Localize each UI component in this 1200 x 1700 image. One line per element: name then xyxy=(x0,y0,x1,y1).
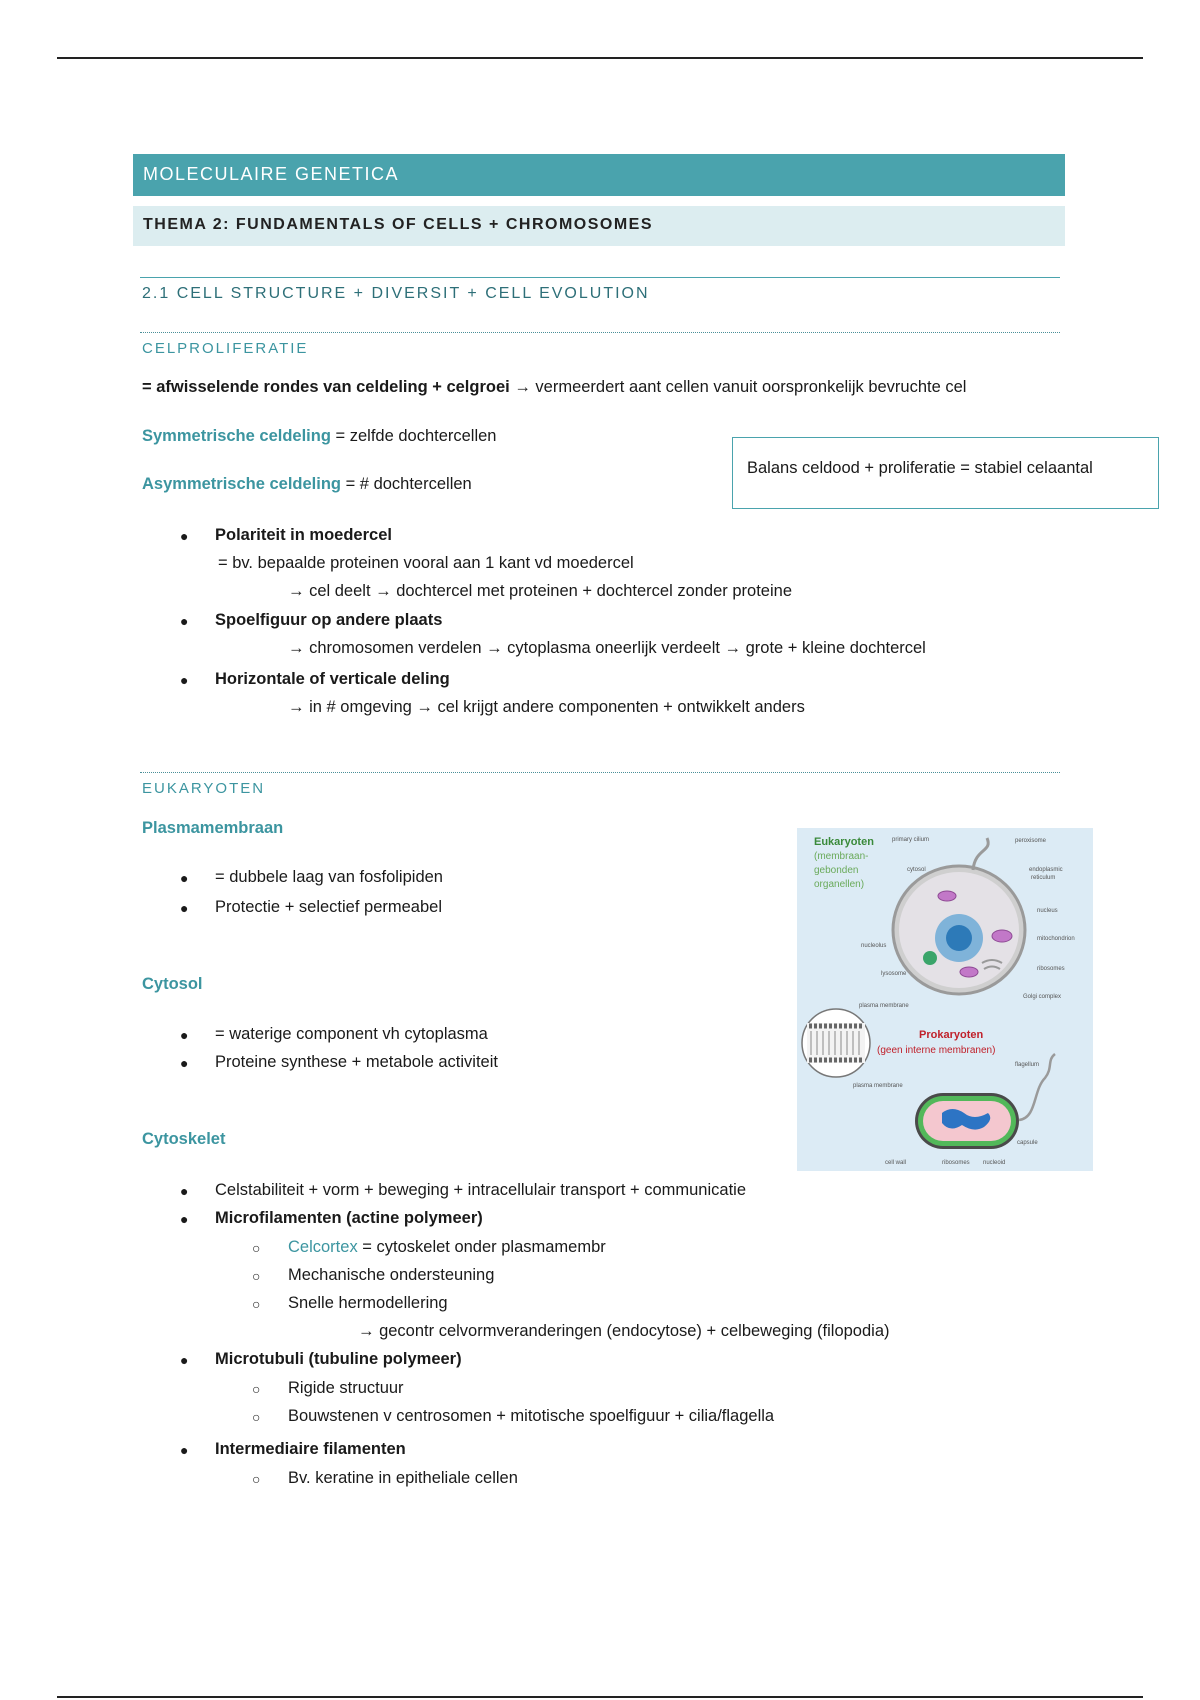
fig-label: ribosomes xyxy=(1037,966,1065,972)
bullet-icon: ● xyxy=(180,1183,189,1199)
plasma-item: = dubbele laag van fosfolipiden xyxy=(215,868,443,886)
sub-bullet-icon: ○ xyxy=(252,1268,261,1284)
bullet-icon: ● xyxy=(180,528,189,544)
euk-label: organellen) xyxy=(814,879,865,890)
symmetric-term: Symmetrische celdeling xyxy=(142,427,331,445)
celcortex-def: = cytoskelet onder plasmamembr xyxy=(357,1238,606,1256)
fig-label: endoplasmic xyxy=(1029,867,1063,873)
sub-bullet-icon: ○ xyxy=(252,1240,261,1256)
bullet-icon: ● xyxy=(180,900,189,916)
fig-label: nucleus xyxy=(1037,908,1058,914)
fig-label: flagellum xyxy=(1015,1062,1040,1068)
bouwstenen-line: Bouwstenen v centrosomen + mitotische spoelfiguur + cilia/flagella xyxy=(288,1407,775,1425)
mechanische-line: Mechanische ondersteuning xyxy=(288,1266,495,1284)
mitochondrion-shape xyxy=(938,891,956,901)
fig-label: cytosol xyxy=(907,867,926,873)
fig-label: nucleolus xyxy=(861,943,887,949)
dotted-divider xyxy=(140,332,1060,333)
document-title: MOLECULAIRE GENETICA xyxy=(133,154,1065,196)
plasmamembraan-title: Plasmamembraan xyxy=(142,819,284,837)
cytoskelet-b4: Intermediaire filamenten xyxy=(215,1440,406,1458)
cell-diagram xyxy=(797,828,1093,1171)
bullet-icon: ● xyxy=(180,613,189,629)
primary-cilium-shape xyxy=(973,838,988,870)
polariteit-line1: = bv. bepaalde proteinen vooral aan 1 kant vd moedercel xyxy=(218,554,634,572)
asymmetric-term: Asymmetrische celdeling xyxy=(142,475,341,493)
sub-bullet-icon: ○ xyxy=(252,1409,261,1425)
fig-label: mitochondrion xyxy=(1037,936,1075,942)
euk-label: gebonden xyxy=(814,865,859,876)
celproliferatie-definition xyxy=(142,376,966,398)
top-rule xyxy=(57,57,1143,59)
euk-label: Eukaryoten xyxy=(814,836,874,848)
fig-label: capsule xyxy=(1017,1140,1038,1146)
fig-label: plasma membrane xyxy=(859,1003,909,1009)
celproliferatie-heading: CELPROLIFERATIE xyxy=(142,340,309,357)
spoelfiguur-line1: → chromosomen verdelen → cytoplasma oneerlijk verdeelt → grote + kleine dochtercel xyxy=(288,639,926,657)
section-divider xyxy=(140,277,1060,278)
bullet-icon: ● xyxy=(180,1211,189,1227)
fig-label: nucleoid xyxy=(983,1160,1006,1166)
cytoskelet-b1: Celstabiliteit + vorm + beweging + intracellulair transport + communicatie xyxy=(215,1181,746,1199)
prok-label: (geen interne membranen) xyxy=(877,1045,996,1056)
fig-label: primary cilium xyxy=(892,837,930,843)
cytosol-item: Proteine synthese + metabole activiteit xyxy=(215,1053,498,1071)
hermodellering-detail: → gecontr celvormveranderingen (endocytose) + celbeweging (filopodia) xyxy=(358,1322,890,1340)
bullet-icon: ● xyxy=(180,870,189,886)
hermodellering-line: Snelle hermodellering xyxy=(288,1294,448,1312)
nucleolus-shape xyxy=(946,925,972,951)
bottom-rule xyxy=(57,1696,1143,1698)
fig-label: Golgi complex xyxy=(1023,994,1062,1000)
lysosome-shape xyxy=(923,951,937,965)
sub-bullet-icon: ○ xyxy=(252,1471,261,1487)
cytoskelet-b3: Microtubuli (tubuline polymeer) xyxy=(215,1350,462,1368)
cytoskelet-title: Cytoskelet xyxy=(142,1130,226,1148)
mitochondrion-shape xyxy=(992,930,1012,942)
rigide-line: Rigide structuur xyxy=(288,1379,404,1397)
bullet-polariteit: Polariteit in moedercel xyxy=(215,526,392,544)
bullet-icon: ● xyxy=(180,672,189,688)
definition-rest: → vermeerdert aant cellen vanuit oorspronkelijk bevruchte cel xyxy=(514,378,967,396)
dotted-divider xyxy=(140,772,1060,773)
cell-diagram-figure xyxy=(797,828,1093,1171)
sub-bullet-icon: ○ xyxy=(252,1381,261,1397)
fig-label: peroxisome xyxy=(1015,838,1047,844)
fig-label: reticulum xyxy=(1031,875,1056,881)
fig-label: ribosomes xyxy=(942,1160,970,1166)
cytosol-title: Cytosol xyxy=(142,975,203,993)
cytosol-item: = waterige component vh cytoplasma xyxy=(215,1025,488,1043)
cytoskelet-b2: Microfilamenten (actine polymeer) xyxy=(215,1209,483,1227)
keratine-line: Bv. keratine in epitheliale cellen xyxy=(288,1469,518,1487)
eukaryoten-heading: EUKARYOTEN xyxy=(142,780,266,797)
euk-label: (membraan- xyxy=(814,851,869,862)
polariteit-line2: → cel deelt → dochtercel met proteinen + dochtercel zonder proteine xyxy=(288,582,792,600)
sub-bullet-icon: ○ xyxy=(252,1296,261,1312)
horizontale-line1: → in # omgeving → cel krijgt andere componenten + ontwikkelt anders xyxy=(288,698,805,716)
bullet-icon: ● xyxy=(180,1027,189,1043)
bullet-icon: ● xyxy=(180,1055,189,1071)
celcortex-line xyxy=(288,1236,606,1258)
section-heading: 2.1 CELL STRUCTURE + DIVERSIT + CELL EVOLUTION xyxy=(142,285,650,302)
asymmetric-def: = # dochtercellen xyxy=(341,475,472,493)
theme-heading: THEMA 2: FUNDAMENTALS OF CELLS + CHROMOSOMES xyxy=(133,206,1065,246)
celcortex-term: Celcortex xyxy=(288,1238,358,1256)
bullet-horizontale: Horizontale of verticale deling xyxy=(215,670,450,688)
symmetric-def: = zelfde dochtercellen xyxy=(330,427,497,445)
symmetric-division xyxy=(142,425,497,447)
definition-bold: = afwisselende rondes van celdeling + celgroei xyxy=(142,378,510,396)
fig-label: plasma membrane xyxy=(853,1083,903,1089)
asymmetric-division xyxy=(142,473,472,495)
fig-label: lysosome xyxy=(881,971,907,977)
prok-label: Prokaryoten xyxy=(919,1029,984,1041)
balance-note-box: Balans celdood + proliferatie = stabiel celaantal xyxy=(732,437,1159,509)
bullet-icon: ● xyxy=(180,1352,189,1368)
bullet-spoelfiguur: Spoelfiguur op andere plaats xyxy=(215,611,443,629)
bullet-icon: ● xyxy=(180,1442,189,1458)
plasma-item: Protectie + selectief permeabel xyxy=(215,898,442,916)
bilayer-shape xyxy=(807,1023,865,1063)
mitochondrion-shape xyxy=(960,967,978,977)
fig-label: cell wall xyxy=(885,1160,907,1166)
